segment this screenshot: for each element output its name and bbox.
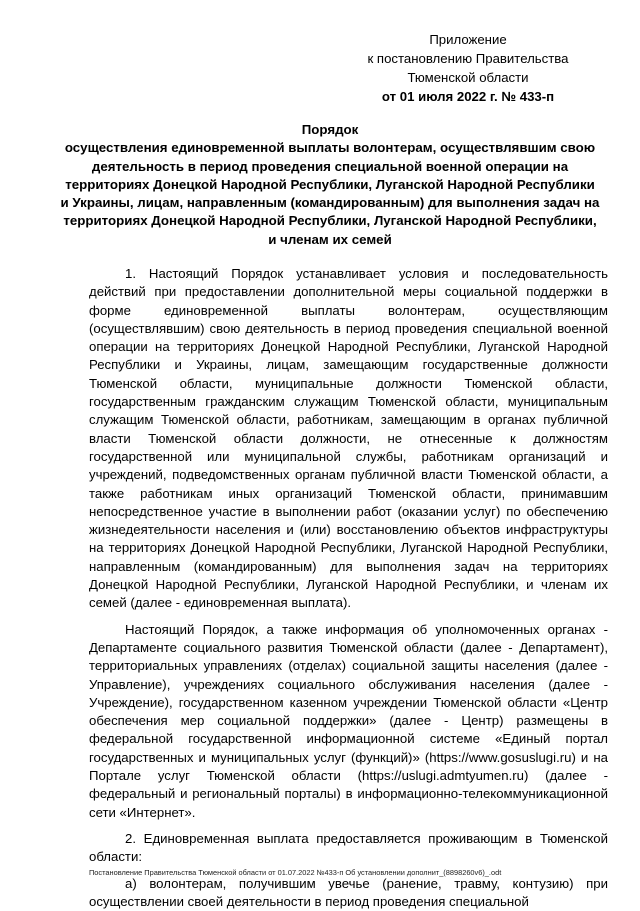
page-footer: Постановление Правительства Тюменской области от 01.07.2022 №433-п Об установлении дополнит_(8898260v6)_.odt [89, 868, 501, 877]
appendix-block [338, 30, 598, 106]
document-title [60, 121, 600, 249]
document-body [89, 265, 608, 911]
paragraph-1: 1. Настоящий Порядок устанавливает условия и последовательность действий при предоставлении дополнительной меры социальной поддержки в форме единовременной выплаты волонтерам, осуществляющим (осуществлявшим) свою деятельность в период проведения специальной военной операции на территориях Донецкой Народной Республики, Луганской Народной Республики и Украины, лицам, замещающим государственные должности Тюменской области, муниципальные должности Тюменской области, государственным гражданским служащим Тюменской области, муниципальным служащим Тюменской области, работникам, замещающим в органах публичной власти Тюменской области должности, не отнесенные к должностям государственной или муниципальной службы, работникам организаций и учреждений, подведомственных органам публичной власти Тюменской области, а также работникам иных организаций Тюменской области, принимавшим непосредственное участие в выполнении работ (оказании услуг) по обеспечению жизнедеятельности населения и (или) восстановлению объектов инфраструктуры на территориях Донецкой Народной Республики, Луганской Народной Республики, направленным (командированным) для выполнения задач на территориях Донецкой Народной Республики, Луганской Народной Республики, и членам их семей (далее - единовременная выплата). [89, 265, 608, 613]
title-heading: Порядок [60, 121, 600, 139]
appendix-resolution: к постановлению Правительства [338, 49, 598, 68]
appendix-region: Тюменской области [338, 68, 598, 87]
appendix-label: Приложение [338, 30, 598, 49]
title-text: осуществления единовременной выплаты волонтерам, осуществлявшим свою деятельность в период проведения специальной военной операции на территориях Донецкой Народной Республики, Луганской Народной Республики и Украины, лицам, направленным (командированным) для выполнения задач на территориях Донецкой Народной Республики, Луганской Народной Республики, и членам их семей [61, 140, 600, 246]
paragraph-4: а) волонтерам, получившим увечье (ранение, травму, контузию) при осуществлении своей деятельности в период проведения специальной [89, 875, 608, 911]
paragraph-3: 2. Единовременная выплата предоставляется проживающим в Тюменской области: [89, 830, 608, 867]
appendix-date-number: от 01 июля 2022 г. № 433-п [338, 87, 598, 106]
paragraph-2: Настоящий Порядок, а также информация об уполномоченных органах - Департаменте социального развития Тюменской области (далее - Департамент), территориальных управлениях (отделах) социальной защиты населения (далее - Управление), учреждениях социального обслуживания населения (далее - Учреждение), государственном казенном учреждении Тюменской области «Центр обеспечения мер социальной поддержки» (далее - Центр) размещены в федеральной государственной информационной системе «Единый портал государственных и муниципальных услуг (функций)» (https://www.gosuslugi.ru) и на Портале услуг Тюменской области (https://uslugi.admtyumen.ru) (далее - федеральный и региональный порталы) в информационно-телекоммуникационной сети «Интернет». [89, 621, 608, 822]
